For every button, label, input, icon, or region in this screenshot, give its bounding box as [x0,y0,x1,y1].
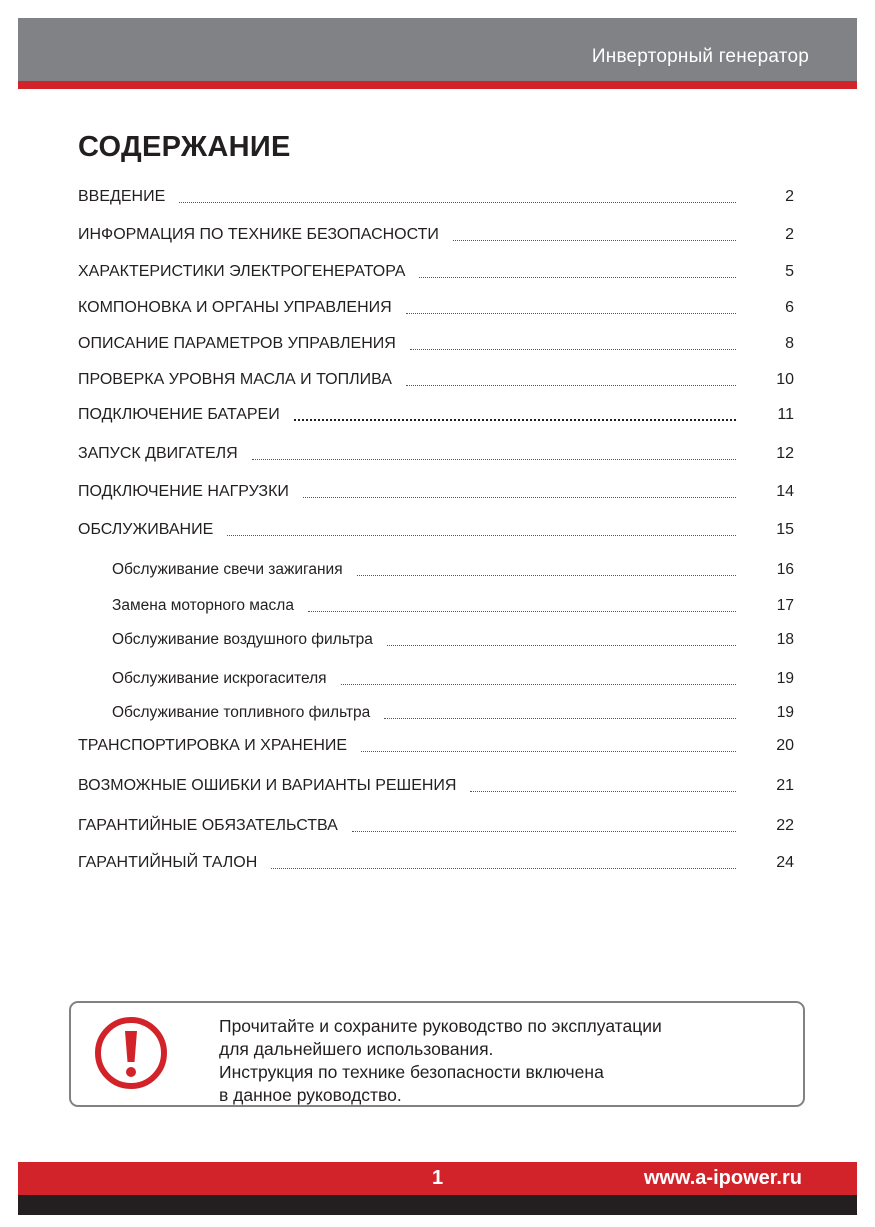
toc-dot-leader [406,312,736,314]
toc-item[interactable] [78,849,794,873]
toc-subitem-page: 17 [776,597,794,614]
toc-subitem-label: Обслуживание искрогасителя [112,670,327,687]
toc-item-page: 12 [776,445,794,462]
toc-dot-leader [410,348,736,350]
toc-item-page: 21 [776,777,794,794]
notice-line: в данное руководство. [219,1085,402,1105]
toc-item[interactable] [78,330,794,354]
toc-subitem-page: 19 [776,704,794,721]
toc-item-label: ГАРАНТИЙНЫЙ ТАЛОН [78,854,258,871]
toc-dot-leader [419,276,736,278]
toc-item-page: 20 [776,737,794,754]
header-title: Инверторный генератор [591,46,809,67]
toc-subitem-label: Замена моторного масла [112,597,294,614]
notice-line: Инструкция по технике безопасности включена [219,1062,604,1082]
toc-item-label: ПОДКЛЮЧЕНИЕ НАГРУЗКИ [78,483,289,500]
toc-item-page: 15 [776,521,794,538]
notice-box [69,1001,805,1107]
toc-dot-leader [308,610,736,612]
toc-item[interactable] [78,516,794,540]
toc-item[interactable] [78,732,794,756]
footer-dark-bar [18,1195,857,1215]
toc-subitem-page: 18 [776,631,794,648]
toc-item-label: ВВЕДЕНИЕ [78,188,166,205]
toc-item-page: 10 [776,371,794,388]
toc-subitem-label: Обслуживание топливного фильтра [112,704,371,721]
toc-dot-leader [341,683,736,685]
toc-item-page: 24 [776,854,794,871]
toc-item-page: 11 [777,406,794,423]
toc-item-label: ХАРАКТЕРИСТИКИ ЭЛЕКТРОГЕНЕРАТОРА [78,263,406,280]
toc-item-page: 2 [785,188,794,205]
page-title: СОДЕРЖАНИЕ [78,131,291,163]
toc-item[interactable] [78,183,794,207]
toc-item[interactable] [78,401,794,425]
toc-dot-leader [384,717,736,719]
notice-line: Прочитайте и сохраните руководство по эксплуатации [219,1016,662,1036]
toc-item-label: ОПИСАНИЕ ПАРАМЕТРОВ УПРАВЛЕНИЯ [78,335,396,352]
toc-item-page: 14 [776,483,794,500]
toc-item-page: 5 [785,263,794,280]
footer-website-link[interactable]: www.a-ipower.ru [643,1167,802,1189]
toc-item-label: ВОЗМОЖНЫЕ ОШИБКИ И ВАРИАНТЫ РЕШЕНИЯ [78,777,457,794]
toc-item-label: ТРАНСПОРТИРОВКА И ХРАНЕНИЕ [78,737,348,754]
toc-item-label: ПОДКЛЮЧЕНИЕ БАТАРЕИ [78,406,280,423]
toc-dot-leader [303,496,736,498]
toc-subitem[interactable] [112,665,794,689]
toc-item[interactable] [78,258,794,282]
header-red-stripe [18,81,857,89]
toc-dot-leader [179,201,736,203]
toc-subitem[interactable] [112,592,794,616]
toc-item-label: ЗАПУСК ДВИГАТЕЛЯ [78,445,238,462]
toc-dot-leader [470,790,736,792]
page-number: 1 [432,1167,444,1189]
toc-item[interactable] [78,440,794,464]
toc-subitem-label: Обслуживание воздушного фильтра [112,631,373,648]
toc-dot-leader [227,534,736,536]
toc-item-page: 2 [785,226,794,243]
toc-item-page: 8 [785,335,794,352]
toc-subitem-page: 19 [776,670,794,687]
toc-dot-leader [406,384,736,386]
notice-text [219,1015,662,1107]
toc-item[interactable] [78,221,794,245]
notice-line: для дальнейшего использования. [219,1039,494,1059]
toc-subitem[interactable] [112,699,794,723]
toc-item-page: 22 [776,817,794,834]
toc-dot-leader [361,750,736,752]
toc-dot-leader [271,867,736,869]
exclamation-circle-icon [93,1015,169,1091]
toc-item[interactable] [78,772,794,796]
toc-item-label: ПРОВЕРКА УРОВНЯ МАСЛА И ТОПЛИВА [78,371,392,388]
toc-item[interactable] [78,812,794,836]
toc-item-label: ИНФОРМАЦИЯ ПО ТЕХНИКЕ БЕЗОПАСНОСТИ [78,226,439,243]
toc-dot-leader [294,418,736,421]
toc-item-label: ОБСЛУЖИВАНИЕ [78,521,214,538]
toc-dot-leader [252,458,736,460]
toc-dot-leader [357,574,736,576]
toc-dot-leader [387,644,736,646]
toc-item-label: ГАРАНТИЙНЫЕ ОБЯЗАТЕЛЬСТВА [78,817,338,834]
toc-item[interactable] [78,478,794,502]
toc-item[interactable] [78,294,794,318]
toc-dot-leader [453,239,736,241]
toc-subitem-page: 16 [776,561,794,578]
toc-subitem[interactable] [112,626,794,650]
header-bar [18,18,857,81]
toc-item-label: КОМПОНОВКА И ОРГАНЫ УПРАВЛЕНИЯ [78,299,392,316]
toc-item[interactable] [78,366,794,390]
toc-item-page: 6 [785,299,794,316]
toc-subitem[interactable] [112,556,794,580]
toc-dot-leader [352,830,736,832]
toc-subitem-label: Обслуживание свечи зажигания [112,561,343,578]
